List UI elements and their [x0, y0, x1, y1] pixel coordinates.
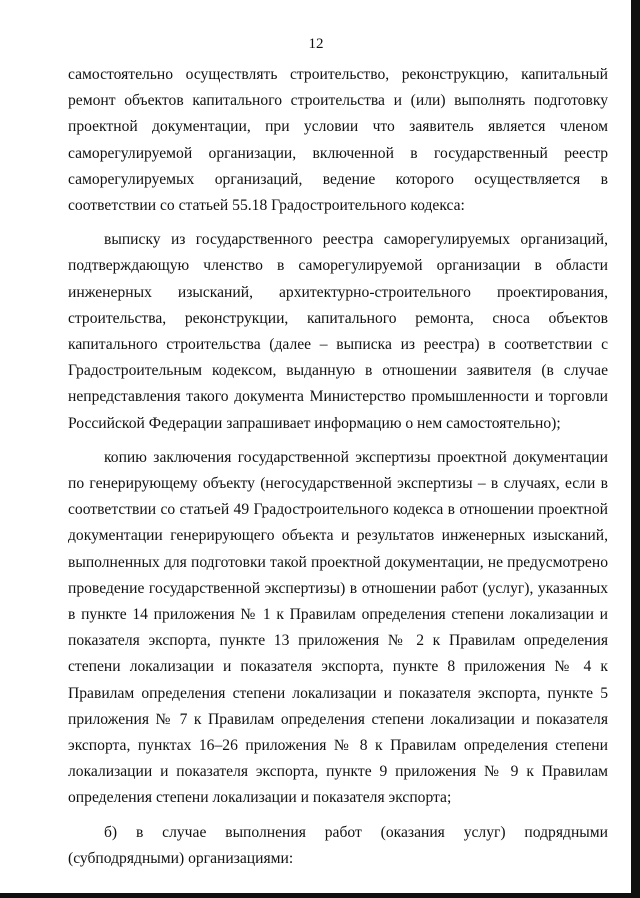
scan-edge-right [631, 0, 640, 898]
paragraph-subcontractors: б) в случае выполнения работ (оказания услуг) подрядными (субподрядными) организациями: [68, 823, 608, 867]
paragraph-expertise-copy: копию заключения государственной экспертизы проектной документации по генерирующему объекту (негосударственной экспертизы – в случаях, если в соответствии со статьей 49 Градостроительного кодекса в отношении проектной документации генерирующего объекта и результатов инженерных изысканий, выполненных для подготовки такой проектной документации, не предусмотрено проведение государственной экспертизы) в отношении работ (услуг), указанных в пункте 14 приложения № 1 к Правилам определения степени локализации и показателя экспорта, пункте 13 приложения № 2 к Правилам определения степени локализации и показателя экспорта, пункте 8 приложения № 4 к Правилам определения степени локализации и показателя экспорта, пункте 5 приложения № 7 к Правилам определения степени локализации и показателя экспорта, пунктах 16–26 приложения № 8 к Правилам определения степени локализации и показателя экспорта, пункте 9 приложения № 9 к Правилам определения степени локализации и показателя экспорта; [68, 448, 608, 807]
page-number: 12 [308, 36, 324, 52]
paragraph-registry-extract: выписку из государственного реестра саморегулируемых организаций, подтверждающую членство в саморегулируемой организации в области инженерных изысканий, архитектурно-строительного проектирования, строительства, реконструкции, капитального ремонта, сноса объектов капитального строительства (далее – выписка из реестра) в соответствии с Градостроительным кодексом, выданную в отношении заявителя (в случае непредставления такого документа Министерство промышленности и торговли Российской Федерации запрашивает информацию о нем самостоятельно); [68, 231, 608, 432]
document-body [68, 62, 608, 872]
paragraph-continuation: самостоятельно осуществлять строительство, реконструкцию, капитальный ремонт объектов капитального строительства и (или) выполнять подготовку проектной документации, при условии что заявитель является членом саморегулируемой организации, включенной в государственный реестр саморегулируемых организаций, ведение которого осуществляется в соответствии со статьей 55.18 Градостроительного кодекса: [68, 66, 608, 215]
scan-edge-bottom [0, 893, 640, 898]
